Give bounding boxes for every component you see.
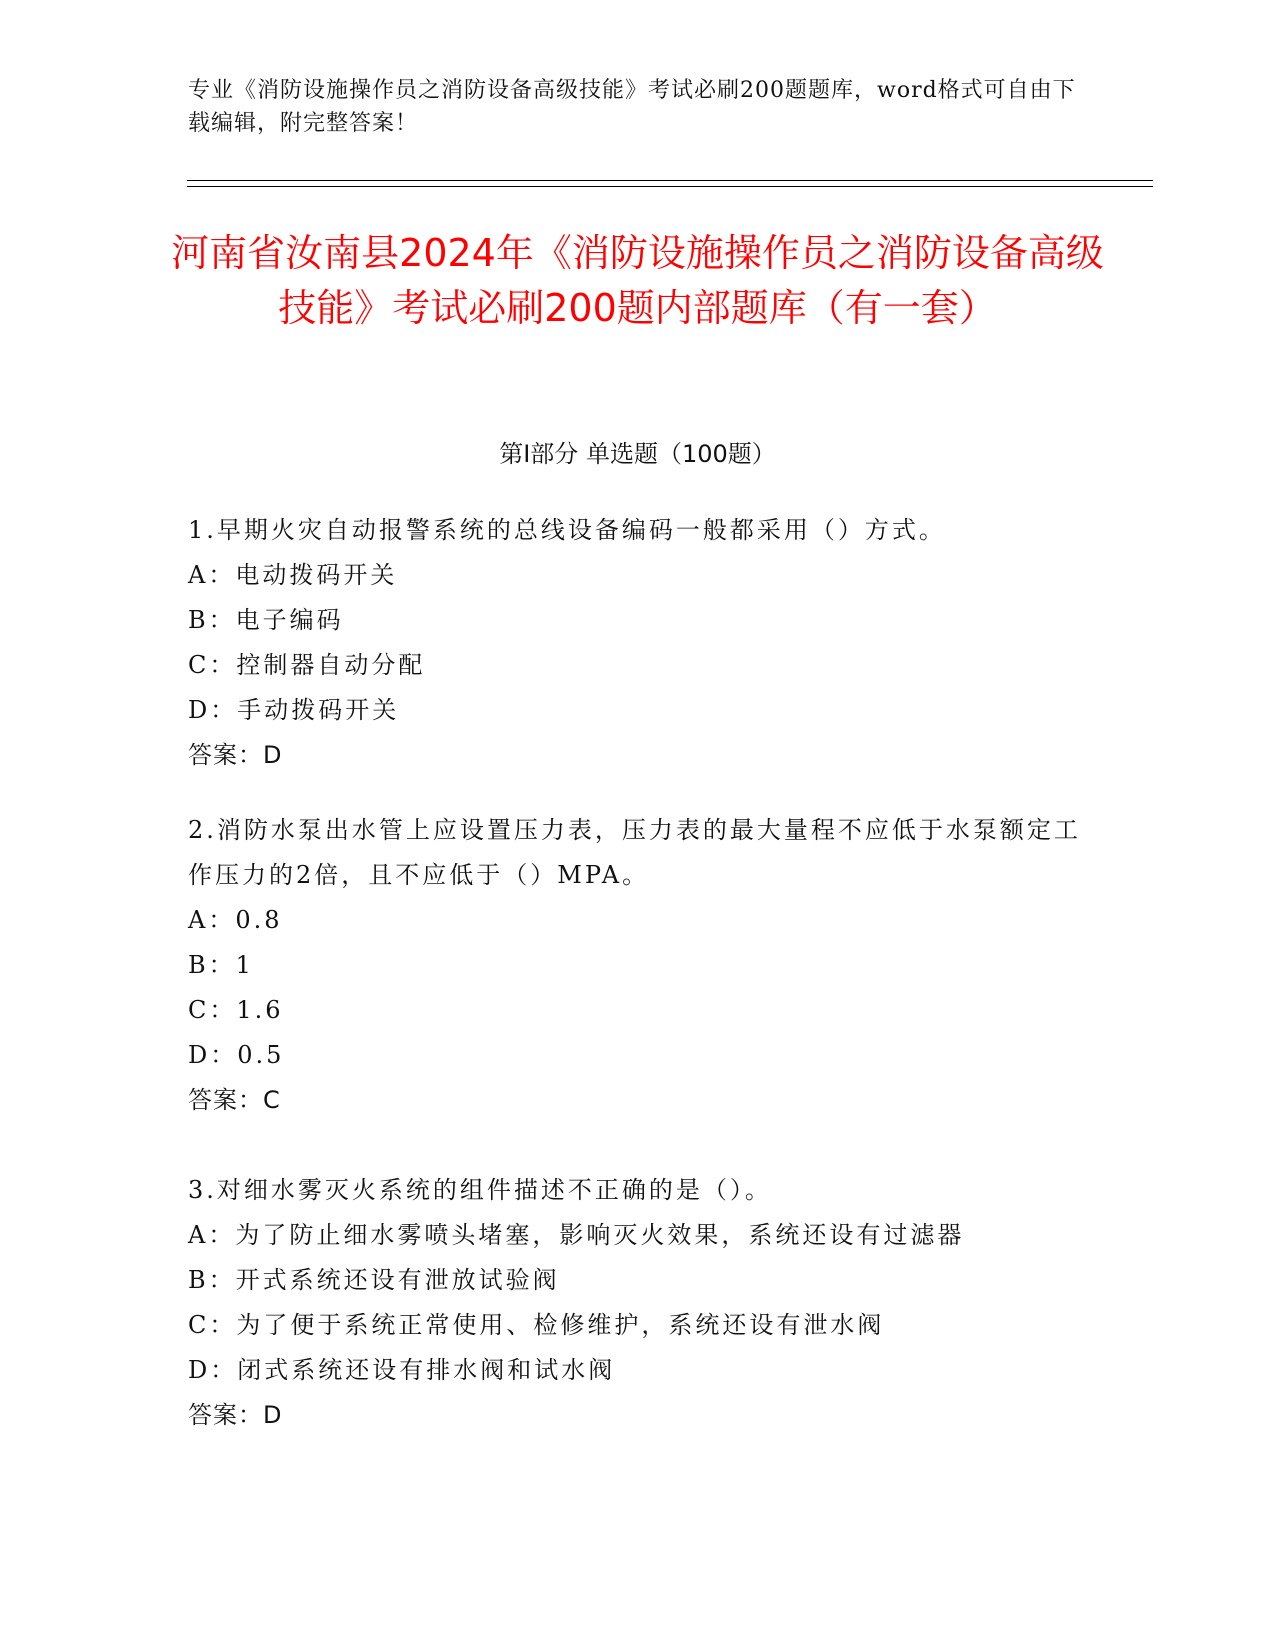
option-c: C：1.6: [188, 996, 284, 1024]
divider-bottom: [187, 186, 1153, 187]
option-b: B：开式系统还设有泄放试验阀: [188, 1266, 560, 1294]
option-a: A：为了防止细水雾喷头堵塞，影响灭火效果，系统还设有过滤器: [188, 1221, 965, 1249]
answer: 答案：C: [188, 1086, 281, 1114]
question-3: [188, 1168, 1088, 1438]
option-b: B：1: [188, 951, 254, 979]
header-note: 专业《消防设施操作员之消防设备高级技能》考试必刷200题题库，word格式可自由下载编辑，附完整答案！: [188, 78, 1076, 136]
question-1: [188, 508, 1088, 778]
question-stem: 2.消防水泵出水管上应设置压力表，压力表的最大量程不应低于水泵额定工作压力的2倍，且不应低于（）MPA。: [188, 816, 1081, 889]
option-d: D：0.5: [188, 1041, 285, 1069]
option-a: A：0.8: [188, 906, 283, 934]
answer: 答案：D: [188, 1401, 283, 1429]
option-c: C：控制器自动分配: [188, 651, 426, 679]
divider-top: [187, 180, 1153, 181]
option-d: D：手动拨码开关: [188, 696, 400, 724]
page-title: 河南省汝南县2024年《消防设施操作员之消防设备高级技能》考试必刷200题内部题库（有一套）: [171, 231, 1104, 330]
question-stem: 3.对细水雾灭火系统的组件描述不正确的是（）。: [188, 1176, 772, 1204]
option-a: A：电动拨码开关: [188, 561, 398, 589]
option-c: C：为了便于系统正常使用、检修维护，系统还设有泄水阀: [188, 1311, 885, 1339]
answer: 答案：D: [188, 741, 283, 769]
question-stem: 1.早期火灾自动报警系统的总线设备编码一般都采用（）方式。: [188, 516, 946, 544]
option-d: D：闭式系统还设有排水阀和试水阀: [188, 1356, 616, 1384]
question-2: [188, 808, 1088, 1123]
option-b: B：电子编码: [188, 606, 344, 634]
section-title: 第I部分 单选题（100题）: [499, 440, 776, 468]
